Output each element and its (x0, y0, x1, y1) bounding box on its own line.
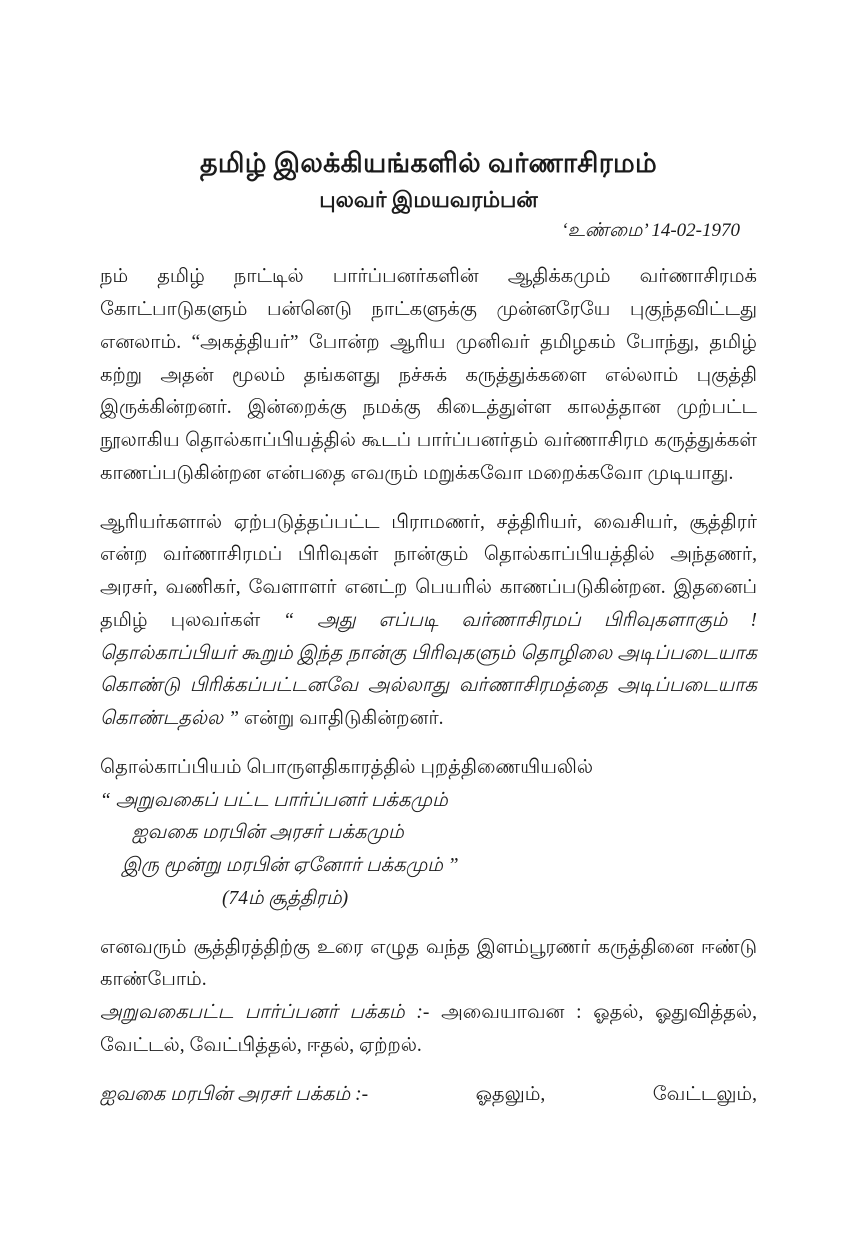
paragraph-4-text: எனவரும் சூத்திரத்திற்கு உரை எழுத வந்த இளம்பூரணர் கருத்தினை ஈண்டு காண்போம். (100, 936, 757, 991)
paragraph-5-text: அவையாவன : ஓதல், ஓதுவித்தல், வேட்டல், வேட்பித்தல், ஈதல், ஏற்றல். (100, 1002, 757, 1056)
paragraph-2-lead-text: ஆரியர்களால் ஏற்படுத்தப்பட்ட பிராமணர், சத்திரியர், வைசியர், சூத்திரர் என்ற வர்ணாசிரமப் பிரிவுகள் நான்கும் தொல்காப்பியத்தில் அந்தணர், அரசர், வணிகர், வேளாளர் எனட்ற பெயரில் காணப்படுகின்றன. இதனைப் தமிழ் புலவர்கள் (100, 511, 757, 631)
paragraph-1 (100, 261, 757, 490)
paragraph-6-label: ஐவகை மரபின் அரசர் பக்கம் :- (100, 1083, 369, 1105)
verse-line-2: ஐவகை மரபின் அரசர் பக்கமும் (132, 822, 404, 844)
source-date: ‘உண்மை’ 14-02-1970 (561, 219, 740, 241)
paragraph-2-quoted-text: “ அது எப்படி வர்ணாசிரமப் பிரிவுகளாகும் ! தொல்காப்பியர் கூறும் இந்த நான்கு பிரிவுகளும் தொழிலை அடிப்படையாக கொண்டு பிரிக்கப்பட்டனவே அல்லாது வர்ணாசிரமத்தை அடிப்படையாக கொண்டதல்ல ” (100, 609, 757, 730)
verse-block (100, 785, 757, 916)
paragraph-6-word-1: ஓதலும், (475, 1083, 546, 1105)
verse-line-3: இரு மூன்று மரபின் ஏனோர் பக்கமும் ” (122, 855, 459, 877)
paragraph-2 (100, 507, 757, 736)
paragraph-2-tail-text: என்று வாதிடுகின்றனர். (238, 708, 444, 730)
article-author: புலவர் இமயவரம்பன் (319, 187, 538, 213)
verse-intro (100, 752, 757, 785)
article-title: தமிழ் இலக்கியங்களில் வர்ணாசிரமம் (199, 148, 658, 178)
paragraph-5-label: அறுவகைபட்ட பார்ப்பனர் பக்கம் :- (100, 1002, 430, 1024)
verse-citation: (74ம் சூத்திரம்) (222, 887, 349, 909)
paragraph-5 (100, 997, 757, 1063)
verse-intro-text: தொல்காப்பியம் பொருளதிகாரத்தில் புறத்திணையியலில் (100, 756, 594, 778)
verse-line-1: “ அறுவகைப் பட்ட பார்ப்பனர் பக்கமும் (100, 789, 448, 811)
paragraph-4 (100, 932, 757, 998)
paragraph-6 (100, 1079, 757, 1112)
article-body (0, 243, 857, 1111)
paragraph-1-text: நம் தமிழ் நாட்டில் பார்ப்பனர்களின் ஆதிக்கமும் வர்ணாசிரமக் கோட்பாடுகளும் பன்னெடு நாட்களுக்கு முன்னரேயே புகுந்தவிட்டது எனலாம். “அகத்தியர்” போன்ற ஆரிய முனிவர் தமிழகம் போந்து, தமிழ் கற்று அதன் மூலம் தங்களது நச்சுக் கருத்துக்களை எல்லாம் புகுத்தி இருக்கின்றனர். இன்றைக்கு நமக்கு கிடைத்துள்ள காலத்தான முற்பட்ட நூலாகிய தொல்காப்பியத்தில் கூடப் பார்ப்பனர்தம் வர்ணாசிரம கருத்துக்கள் காணப்படுகின்றன என்பதை எவரும் மறுக்கவோ மறைக்கவோ முடியாது. (100, 266, 757, 484)
document-header (0, 0, 857, 243)
paragraph-6-word-2: வேட்டலும், (652, 1083, 757, 1105)
